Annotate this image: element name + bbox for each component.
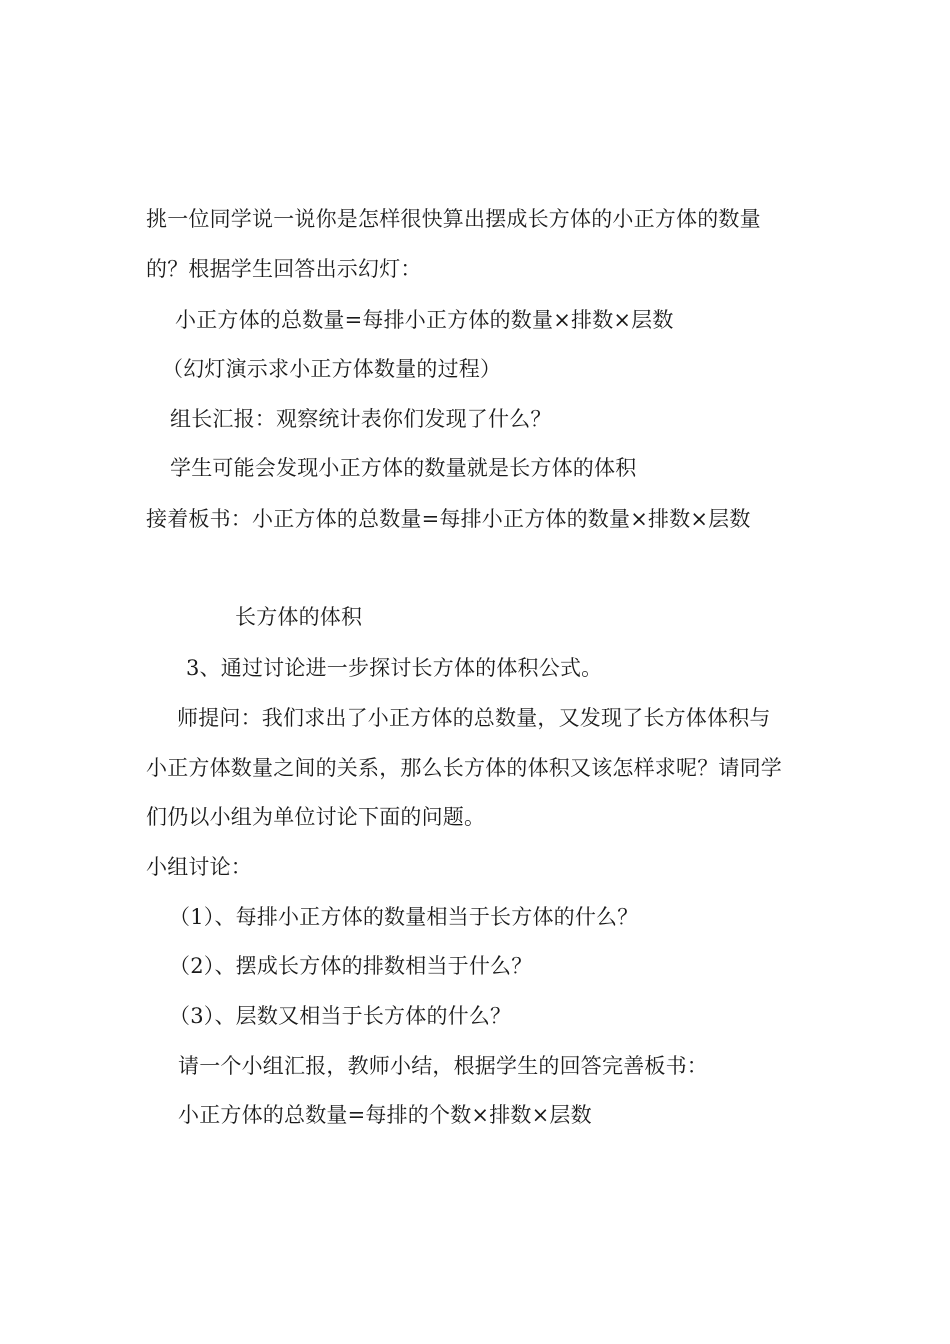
paragraph-line: （幻灯演示求小正方体数量的过程） [162, 357, 502, 381]
question-item: （2）、摆成长方体的排数相当于什么？ [169, 954, 533, 978]
formula-line: 小正方体的总数量=每排的个数×排数×层数 [178, 1103, 592, 1127]
discussion-label: 小组讨论： [146, 855, 252, 879]
paragraph-line: 的？根据学生回答出示幻灯： [146, 257, 422, 281]
board-formula-line: 接着板书：小正方体的总数量=每排小正方体的数量×排数×层数 [146, 507, 751, 531]
paragraph-line: 学生可能会发现小正方体的数量就是长方体的体积 [170, 456, 637, 480]
paragraph-line: 挑一位同学说一说你是怎样很快算出摆成长方体的小正方体的数量 [146, 207, 761, 231]
question-item: （3）、层数又相当于长方体的什么？ [169, 1004, 512, 1028]
paragraph-line: 小正方体数量之间的关系，那么长方体的体积又该怎样求呢？请同学 [146, 756, 782, 780]
question-item: （1）、每排小正方体的数量相当于长方体的什么？ [169, 905, 639, 929]
paragraph-line: 组长汇报：观察统计表你们发现了什么？ [170, 407, 552, 431]
section-heading: 长方体的体积 [235, 605, 363, 629]
step-heading: 3、通过讨论进一步探讨长方体的体积公式。 [186, 656, 603, 680]
formula-line: 小正方体的总数量=每排小正方体的数量×排数×层数 [175, 308, 674, 332]
paragraph-line: 请一个小组汇报，教师小结，根据学生的回答完善板书： [178, 1054, 708, 1078]
paragraph-line: 们仍以小组为单位讨论下面的问题。 [146, 805, 486, 829]
paragraph-line: 师提问：我们求出了小正方体的总数量，又发现了长方体体积与 [177, 706, 771, 730]
